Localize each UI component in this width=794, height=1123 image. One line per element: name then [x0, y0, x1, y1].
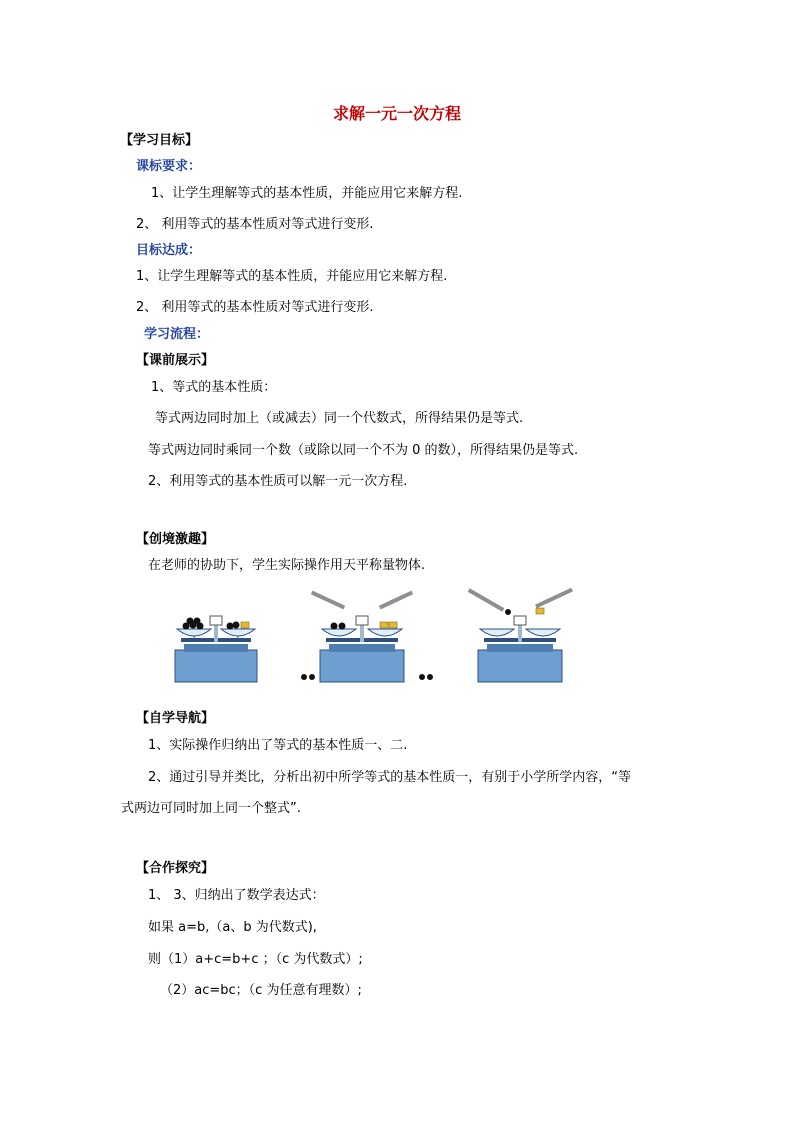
preview-heading: 【课前展示】 [136, 353, 215, 368]
scenario-text: 在老师的协助下，学生实际操作用天平称量物体. [148, 558, 426, 573]
scenario-heading: 【创境激趣】 [136, 532, 215, 547]
cooperation-line-3: 则（1）a+c=b+c ；（c 为代数式）; [148, 952, 363, 967]
goals-heading: 【学习目标】 [120, 133, 199, 148]
preview-line-4: 2、利用等式的基本性质可以解一元一次方程. [148, 474, 408, 489]
preview-line-1: 1、等式的基本性质： [151, 380, 277, 395]
target-item-2: 2、 利用等式的基本性质对等式进行变形. [136, 300, 374, 315]
balance-scale-1 [175, 616, 257, 682]
balance-scale-3 [468, 588, 573, 682]
cooperation-line-2: 如果 a=b,（a、b 为代数式), [148, 920, 317, 935]
self-study-line-1: 1、实际操作归纳出了等式的基本性质一、二. [148, 738, 408, 753]
cooperation-line-4: （2）ac=bc；（c 为任意有理数）; [160, 983, 362, 998]
preview-line-3: 等式两边同时乘同一个数（或除以同一个不为 0 的数），所得结果仍是等式. [148, 443, 579, 458]
self-study-line-3: 式两边可同时加上同一个整式”. [121, 801, 301, 816]
balance-scale-2 [301, 591, 433, 682]
self-study-heading: 【自学导航】 [136, 711, 215, 726]
cooperation-line-1: 1、 3、归纳出了数学表达式： [148, 888, 325, 903]
cooperation-heading: 【合作探究】 [136, 861, 215, 876]
curriculum-item-2: 2、 利用等式的基本性质对等式进行变形. [136, 217, 374, 232]
curriculum-heading: 课标要求： [136, 159, 202, 174]
balance-scale-figure [160, 588, 590, 684]
page-title: 求解一元一次方程 [332, 104, 461, 123]
target-item-1: 1、让学生理解等式的基本性质，并能应用它来解方程. [136, 269, 448, 284]
preview-line-2: 等式两边同时加上（或减去）同一个代数式，所得结果仍是等式. [155, 411, 524, 426]
self-study-line-2: 2、通过引导并类比，分析出初中所学等式的基本性质一，有别于小学所学内容，“等 [148, 770, 632, 785]
flow-heading: 学习流程： [144, 327, 210, 342]
target-heading: 目标达成： [136, 243, 202, 258]
curriculum-item-1: 1、让学生理解等式的基本性质，并能应用它来解方程. [151, 186, 463, 201]
